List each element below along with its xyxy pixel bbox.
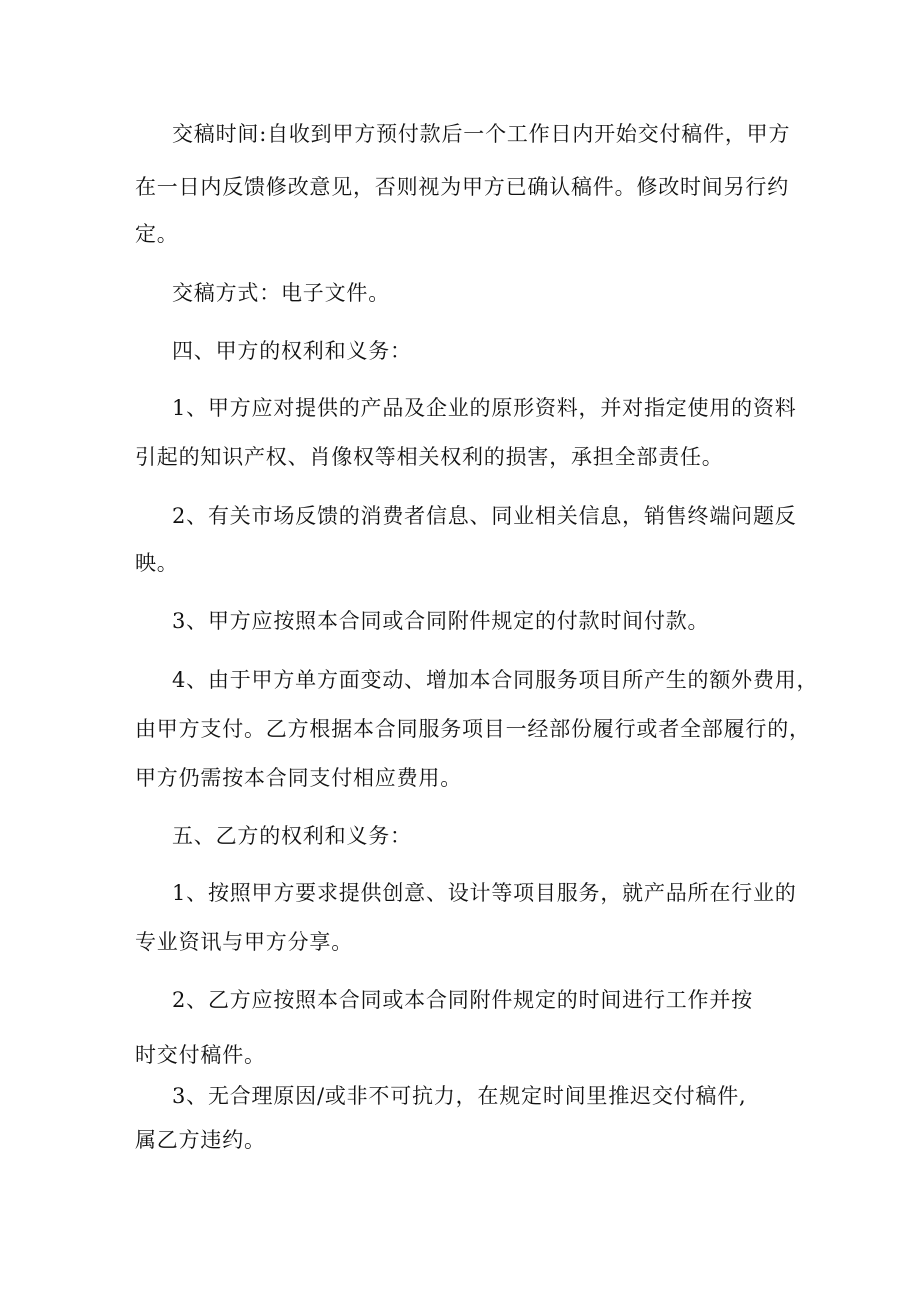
text-line-12: 由甲方支付。乙方根据本合同服务项目一经部份履行或者全部履行的， [135,717,811,741]
text-line-13: 甲方仍需按本合同支付相应费用。 [135,766,462,790]
section-heading-4: 四、甲方的权利和义务： [172,339,412,363]
text-line-6: 1、甲方应对提供的产品及企业的原形资料，并对指定使用的资料 [172,396,797,420]
text-line-18: 时交付稿件。 [135,1043,266,1067]
text-line-16: 专业资讯与甲方分享。 [135,930,353,954]
text-line-1: 交稿时间:自收到甲方预付款后一个工作日内开始交付稿件，甲方 [172,122,791,146]
text-line-15: 1、按照甲方要求提供创意、设计等项目服务，就产品所在行业的 [172,881,797,905]
text-line-10: 3、甲方应按照本合同或合同附件规定的付款时间付款。 [172,609,710,633]
text-line-8: 2、有关市场反馈的消费者信息、同业相关信息，销售终端问题反 [172,504,797,528]
text-line-17: 2、乙方应按照本合同或本合同附件规定的时间进行工作并按 [172,988,753,1012]
text-line-7: 引起的知识产权、肖像权等相关权利的损害，承担全部责任。 [135,445,724,469]
text-line-9: 映。 [135,551,179,575]
text-line-2: 在一日内反馈修改意见，否则视为甲方已确认稿件。修改时间另行约 [135,175,789,199]
section-heading-5: 五、乙方的权利和义务： [172,824,412,848]
text-line-11: 4、由于甲方单方面变动、增加本合同服务项目所产生的额外费用， [172,668,819,692]
text-line-20: 属乙方违约。 [135,1128,266,1152]
text-line-19: 3、无合理原因/或非不可抗力，在规定时间里推迟交付稿件, [172,1084,747,1108]
text-line-3: 定。 [135,222,179,246]
text-line-4: 交稿方式：电子文件。 [172,281,390,305]
